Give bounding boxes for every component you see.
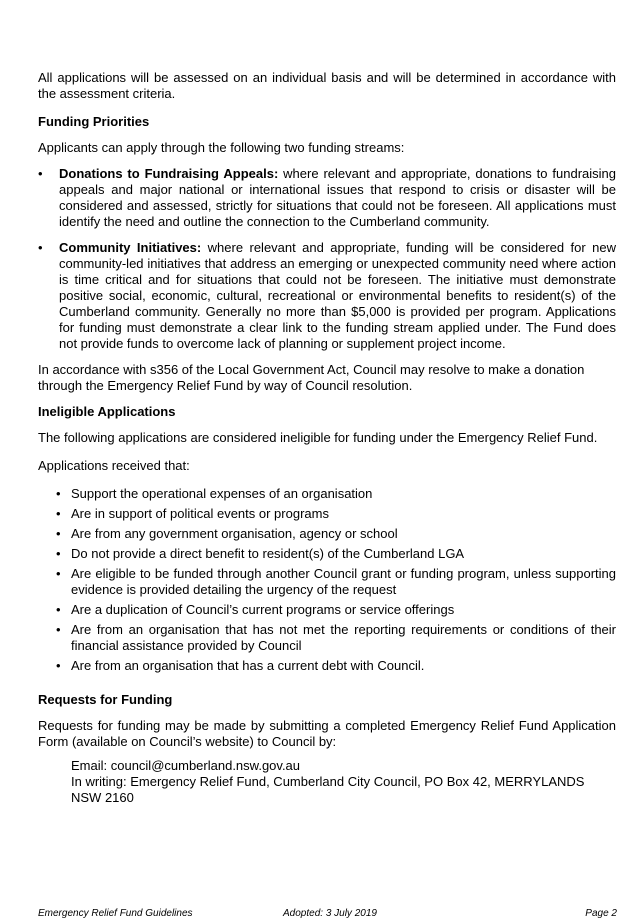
bullet-icon: • bbox=[56, 486, 61, 501]
bullet-icon: • bbox=[56, 546, 61, 561]
contact-writing: In writing: Emergency Relief Fund, Cumberland City Council, PO Box 42, MERRYLANDS NSW 2160 bbox=[71, 774, 585, 805]
ineligible-item: Are from an organisation that has a current debt with Council. bbox=[71, 658, 425, 673]
footer-page-number: Page 2 bbox=[585, 908, 617, 919]
stream-title: Donations to Fundraising Appeals: bbox=[59, 166, 279, 181]
ineligible-item: Are eligible to be funded through another Council grant or funding program, unless supporting evidence is provided detailing the urgency of the request bbox=[71, 566, 616, 597]
ineligible-lead: The following applications are considered ineligible for funding under the Emergency Relief Fund. bbox=[38, 430, 598, 445]
requests-heading: Requests for Funding bbox=[38, 692, 173, 707]
contact-block bbox=[38, 758, 616, 806]
list-item bbox=[38, 566, 616, 598]
bullet-icon: • bbox=[56, 602, 61, 617]
stream-text: where relevant and appropriate, donations to fundraising appeals and major national or international issues that respond to crisis or disaster will be considered and assessed, strictly for situations that could not be foreseen. All applications must identify the need and outline the connection to the Cumberland community. bbox=[59, 166, 617, 229]
footer-document-title: Emergency Relief Fund Guidelines bbox=[38, 908, 193, 919]
ineligible-item: Support the operational expenses of an organisation bbox=[71, 486, 373, 501]
funding-streams-list bbox=[38, 166, 616, 352]
list-item bbox=[38, 166, 616, 230]
bullet-icon: • bbox=[56, 566, 61, 581]
s356-paragraph: In accordance with s356 of the Local Government Act, Council may resolve to make a donation through the Emergency Relief Fund by way of Council resolution. bbox=[38, 362, 585, 393]
requests-paragraph: Requests for funding may be made by submitting a completed Emergency Relief Fund Application Form (available on Council’s website) to Council by: bbox=[38, 718, 616, 749]
ineligible-item: Are in support of political events or programs bbox=[71, 506, 329, 521]
contact-email: Email: council@cumberland.nsw.gov.au bbox=[71, 758, 301, 773]
ineligible-list bbox=[38, 486, 616, 674]
bullet-icon: • bbox=[56, 658, 61, 673]
list-item bbox=[38, 506, 616, 522]
list-item bbox=[38, 240, 616, 352]
bullet-icon: • bbox=[38, 240, 43, 255]
ineligible-heading: Ineligible Applications bbox=[38, 404, 176, 419]
funding-priorities-heading: Funding Priorities bbox=[38, 114, 150, 129]
applications-received: Applications received that: bbox=[38, 458, 190, 473]
bullet-icon: • bbox=[56, 622, 61, 637]
footer-adopted-date: Adopted: 3 July 2019 bbox=[283, 908, 377, 919]
funding-priorities-lead: Applicants can apply through the following two funding streams: bbox=[38, 140, 405, 155]
list-item bbox=[38, 658, 616, 674]
bullet-icon: • bbox=[56, 526, 61, 541]
list-item bbox=[38, 486, 616, 502]
list-item bbox=[38, 546, 616, 562]
document-page bbox=[38, 70, 616, 806]
ineligible-item: Do not provide a direct benefit to resident(s) of the Cumberland LGA bbox=[71, 546, 465, 561]
ineligible-item: Are from any government organisation, agency or school bbox=[71, 526, 398, 541]
bullet-icon: • bbox=[38, 166, 43, 181]
ineligible-item: Are from an organisation that has not met the reporting requirements or conditions of their financial assistance provided by Council bbox=[71, 622, 616, 653]
ineligible-item: Are a duplication of Council’s current programs or service offerings bbox=[71, 602, 455, 617]
list-item bbox=[38, 602, 616, 618]
list-item bbox=[38, 622, 616, 654]
list-item bbox=[38, 526, 616, 542]
stream-title: Community Initiatives: bbox=[59, 240, 202, 255]
bullet-icon: • bbox=[56, 506, 61, 521]
stream-text: where relevant and appropriate, funding will be considered for new community-led initiatives that address an emerging or unexpected community need where action is time critical and for situations that could not be foreseen. The initiative must demonstrate positive social, economic, cultural, recreational or environmental benefits to resident(s) of the Cumberland community. Generally no more than $5,000 is provided per program. Applications for funding must demonstrate a clear link to the funding stream applied under. The Fund does not provide funds to overcome lack of planning or supplement project income. bbox=[59, 240, 616, 351]
intro-paragraph: All applications will be assessed on an individual basis and will be determined in accordance with the assessment criteria. bbox=[38, 70, 616, 101]
